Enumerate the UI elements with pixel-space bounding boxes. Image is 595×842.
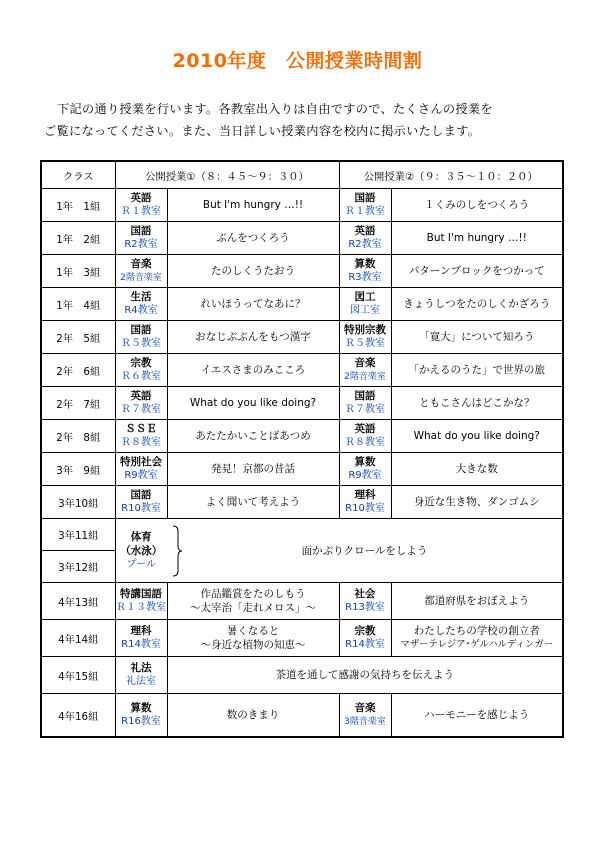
topic-line-2: マザーテレジア･ゲルハルディンガー (400, 639, 554, 650)
room-name: Ｒ８教室 (345, 437, 385, 448)
subject-1 (115, 620, 167, 657)
topic-swim (167, 519, 563, 583)
topic-1: 発見！京都の昔話 (167, 453, 339, 486)
room-name: Ｒ１教室 (345, 206, 385, 217)
table-row (41, 420, 563, 453)
page-title: 2010年度 公開授業時間割 (172, 50, 423, 72)
subject-name: 音楽 (130, 258, 152, 270)
room-name: 2階音楽室 (344, 372, 386, 382)
room-name: 礼法室 (126, 676, 156, 687)
intro-text (44, 98, 564, 142)
subject-name: 宗教 (130, 357, 152, 369)
topic-line-1: わたしたちの学校の創立者 (413, 625, 540, 637)
room-name: Ｒ６教室 (121, 371, 161, 382)
class-name: 2年 5組 (41, 321, 115, 354)
room-name: Ｒ５教室 (121, 338, 161, 349)
room-name: Ｒ７教室 (345, 404, 385, 415)
subject-1 (115, 288, 167, 321)
subject-name: 特別社会 (120, 456, 162, 468)
room-name: R4教室 (124, 305, 158, 316)
header-period-1: 公開授業①（８：４５～９：３０） (115, 161, 339, 189)
room-name: R16教室 (121, 716, 161, 727)
subject-name: 国語 (354, 192, 376, 204)
topic-1: たのしくうたおう (167, 255, 339, 288)
table-row (41, 387, 563, 420)
subject-2 (339, 387, 391, 420)
room-name: R9教室 (348, 470, 382, 481)
subject-1 (115, 453, 167, 486)
subject-swim (115, 519, 167, 583)
table-row (41, 189, 563, 222)
table-row (41, 288, 563, 321)
topic-1: But I'm hungry …!! (167, 189, 339, 222)
subject-name: 体育 (130, 530, 152, 543)
subject-1 (115, 420, 167, 453)
subject-2 (339, 189, 391, 222)
class-name: 3年10組 (41, 486, 115, 519)
topic-2: 身近な生き物、ダンゴムシ (391, 486, 563, 519)
subject-name: 英語 (130, 390, 152, 402)
room-name: R2教室 (348, 239, 382, 250)
table-row (41, 255, 563, 288)
subject-name: 国語 (130, 225, 152, 237)
class-name: 2年 6組 (41, 354, 115, 387)
class-name: 1年 2組 (41, 222, 115, 255)
subject-name: 国語 (130, 324, 152, 336)
subject-tea (115, 657, 167, 694)
topic-line-1: 暑くなると (226, 625, 280, 637)
topic-2: ハーモニーを感じよう (391, 694, 563, 738)
topic-2: 「寛大」について知ろう (391, 321, 563, 354)
topic-2: 都道府県をおぼえよう (391, 583, 563, 620)
table-row (41, 453, 563, 486)
topic-2: What do you like doing? (391, 420, 563, 453)
topic-1: イエスさまのみこころ (167, 354, 339, 387)
subject-name: 理科 (130, 625, 152, 637)
room-name: 3階音楽室 (344, 717, 386, 727)
class-name: 1年 4組 (41, 288, 115, 321)
subject-2 (339, 620, 391, 657)
topic-2: 「かえるのうた」で世界の旅 (391, 354, 563, 387)
table-row (41, 694, 563, 738)
schedule-table (40, 160, 564, 738)
table-row-swim-a (41, 519, 563, 551)
topic-2: １くみのしをつくろう (391, 189, 563, 222)
class-name: 4年15組 (41, 657, 115, 694)
subject-1 (115, 222, 167, 255)
class-name: 1年 3組 (41, 255, 115, 288)
subject-2 (339, 354, 391, 387)
topic-2: But I'm hungry …!! (391, 222, 563, 255)
room-name: R14教室 (345, 639, 385, 650)
subject-name-sub: （水泳） (120, 544, 163, 557)
header-class: クラス (41, 161, 115, 189)
table-row (41, 657, 563, 694)
room-name: Ｒ８教室 (121, 437, 161, 448)
header-period-2: 公開授業②（９：３５～１０：２０） (339, 161, 563, 189)
topic-line-1: 作品鑑賞をたのしもう (200, 588, 306, 600)
topic-text: 面かぶりクロールをしよう (301, 544, 428, 557)
topic-1: 数のきまり (167, 694, 339, 738)
subject-name: 図工 (354, 291, 376, 303)
topic-1 (167, 620, 339, 657)
subject-2 (339, 583, 391, 620)
room-name: Ｒ７教室 (121, 404, 161, 415)
room-name: R3教室 (348, 272, 382, 283)
header-row (41, 161, 563, 189)
class-name: 2年 7組 (41, 387, 115, 420)
room-name: Ｒ１教室 (121, 206, 161, 217)
subject-name: 英語 (354, 423, 376, 435)
topic-1: よく聞いて考えよう (167, 486, 339, 519)
class-name: 4年14組 (41, 620, 115, 657)
subject-1 (115, 387, 167, 420)
subject-1 (115, 255, 167, 288)
topic-2: パターンブロックをつかって (391, 255, 563, 288)
subject-1 (115, 189, 167, 222)
room-name: R14教室 (121, 639, 161, 650)
subject-2 (339, 453, 391, 486)
table-row (41, 486, 563, 519)
topic-1 (167, 583, 339, 620)
subject-name: 生活 (130, 291, 152, 303)
topic-1: What do you like doing? (167, 387, 339, 420)
subject-name: 礼法 (130, 662, 152, 674)
topic-line-2: ～太宰治「走れメロス」～ (190, 602, 316, 614)
table-row (41, 583, 563, 620)
class-name: 2年 8組 (41, 420, 115, 453)
subject-name: 算数 (354, 456, 376, 468)
intro-line-1: 下記の通り授業を行います。各教室出入りは自由ですので、たくさんの授業を (57, 102, 493, 116)
topic-tea: 茶道を通して感謝の気持ちを伝えよう (167, 657, 563, 694)
room-name: Ｒ５教室 (345, 338, 385, 349)
subject-1 (115, 486, 167, 519)
subject-2 (339, 255, 391, 288)
subject-name: 算数 (130, 702, 152, 714)
table-row (41, 354, 563, 387)
subject-name: 社会 (354, 588, 376, 600)
class-name: 3年11組 (41, 519, 115, 551)
subject-name: 理科 (354, 489, 376, 501)
topic-2: ともこさんはどこかな？ (391, 387, 563, 420)
class-name: 3年12組 (41, 551, 115, 583)
table-row (41, 222, 563, 255)
room-name: R2教室 (124, 239, 158, 250)
subject-1 (115, 354, 167, 387)
room-name: R10教室 (121, 503, 161, 514)
topic-line-2: ～身近な植物の知恵～ (200, 639, 306, 651)
subject-name: 国語 (130, 489, 152, 501)
subject-name: 特別宗教 (344, 324, 386, 336)
room-name: R10教室 (345, 503, 385, 514)
class-name: 3年 9組 (41, 453, 115, 486)
subject-name: 算数 (354, 258, 376, 270)
topic-2: きょうしつをたのしくかざろう (391, 288, 563, 321)
topic-2: 大きな数 (391, 453, 563, 486)
brace-icon (171, 525, 183, 577)
class-name: 1年 1組 (41, 189, 115, 222)
subject-2 (339, 486, 391, 519)
subject-1 (115, 583, 167, 620)
room-name: 図工室 (350, 305, 380, 316)
subject-name: 国語 (354, 390, 376, 402)
subject-2 (339, 694, 391, 738)
intro-line-2: ご覧になってください。また、当日詳しい授業内容を校内に掲示いたします。 (44, 124, 481, 138)
subject-name: ＳＳＥ (125, 423, 157, 435)
subject-name: 宗教 (354, 625, 376, 637)
topic-1: あたたかいことばあつめ (167, 420, 339, 453)
subject-name: 音楽 (354, 702, 376, 714)
topic-1: れいほうってなあに？ (167, 288, 339, 321)
subject-2 (339, 288, 391, 321)
class-name: 4年13組 (41, 583, 115, 620)
subject-name: 特講国語 (120, 588, 162, 600)
subject-1 (115, 694, 167, 738)
room-name: プール (126, 558, 156, 570)
subject-2 (339, 222, 391, 255)
table-row (41, 321, 563, 354)
subject-name: 音楽 (354, 357, 376, 369)
subject-name: 英語 (130, 192, 152, 204)
room-name: Ｒ１３教室 (116, 602, 166, 613)
topic-1: おなじぶぶんをもつ漢字 (167, 321, 339, 354)
room-name: R9教室 (124, 470, 158, 481)
room-name: R13教室 (345, 602, 385, 613)
subject-name: 英語 (354, 225, 376, 237)
subject-2 (339, 321, 391, 354)
class-name: 4年16組 (41, 694, 115, 738)
subject-1 (115, 321, 167, 354)
topic-2 (391, 620, 563, 657)
room-name: 2階音楽室 (120, 273, 162, 283)
table-row (41, 620, 563, 657)
subject-2 (339, 420, 391, 453)
topic-1: ぶんをつくろう (167, 222, 339, 255)
